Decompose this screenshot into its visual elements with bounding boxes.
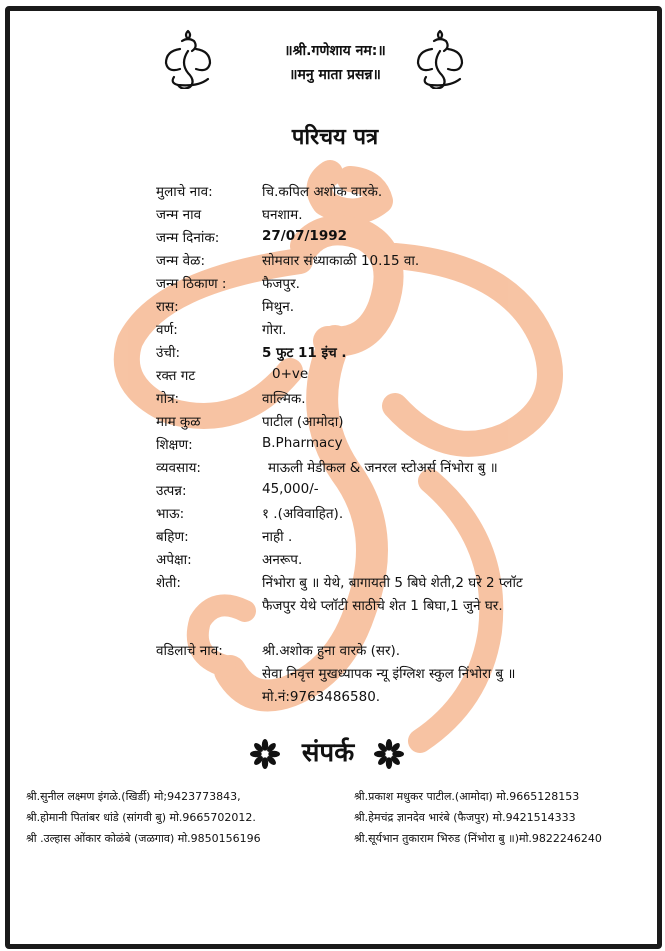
field-label-height: उंची: <box>156 345 181 361</box>
contact-right-3: श्री.सूर्यभान तुकाराम भिरुड (निंभोरा बु ॥)मो.9822246240 <box>354 832 602 845</box>
contact-left-2: श्री.होमानी पितांबर धांडे (सांगवी बु) मो.9665702012. <box>26 811 256 824</box>
field-value-complexion: गोरा. <box>262 322 287 338</box>
field-value-birth-date: 27/07/1992 <box>262 228 348 244</box>
field-value-occupation: माऊली मेडीकल & जनरल स्टोअर्स निंभोरा बु ॥ <box>268 460 498 476</box>
header-line-2: ॥मनु माता प्रसन्न॥ <box>289 67 381 83</box>
field-value-name: चि.कपिल अशोक वारके. <box>262 184 383 200</box>
contact-left-3: श्री .उल्हास ओंकार कोळंबे (जळगाव) मो.9850156196 <box>26 832 261 845</box>
field-label-birth-time: जन्म वेळ: <box>156 253 205 269</box>
contact-title: संपर्क <box>301 738 355 768</box>
father-name: श्री.अशोक हुना वारके (सर). <box>262 643 401 659</box>
field-label-birth-name: जन्म नाव <box>156 207 202 223</box>
field-value-gotra: वाल्मिक. <box>262 391 306 407</box>
field-label-birth-place: जन्म ठिकाण : <box>156 276 227 292</box>
field-label-maternal-clan: माम कुळ <box>156 414 201 430</box>
field-value-brother: १ .(अविवाहित). <box>262 506 344 522</box>
field-label-gotra: गोत्र: <box>156 391 180 407</box>
field-label-expectation: अपेक्षा: <box>156 552 192 568</box>
contact-heading <box>250 731 420 775</box>
field-value-height: 5 फुट 11 इंच . <box>262 345 347 361</box>
field-label-income: उत्पन्न: <box>156 483 187 499</box>
field-value-sister: नाही . <box>262 529 293 545</box>
field-label-occupation: व्यवसाय: <box>156 460 201 476</box>
field-label-birth-date: जन्म दिनांक: <box>156 230 220 246</box>
field-value-expectation: अनरूप. <box>262 552 303 568</box>
field-value-birth-place: फैजपुर. <box>262 276 300 292</box>
field-label-rashi: रास: <box>156 299 179 315</box>
field-value-farm-line2: फैजपुर येथे प्लॉटी साठीचे शेत 1 बिघा,1 जुने घर. <box>262 598 503 614</box>
field-label-name: मुलाचे नाव: <box>156 184 213 200</box>
field-label-farm: शेती: <box>156 575 181 591</box>
header-line-1: ॥श्री.गणेशाय नम:॥ <box>284 43 386 59</box>
field-value-birth-name: घनशाम. <box>262 207 303 223</box>
field-value-rashi: मिथुन. <box>262 299 294 315</box>
page-title: परिचय पत्र <box>291 125 379 150</box>
father-detail: सेवा निवृत्त मुखध्यापक न्यू इंग्लिश स्कुल निंभोरा बु ॥ <box>262 666 516 682</box>
field-value-birth-time: सोमवार संध्याकाळी 10.15 वा. <box>262 253 420 269</box>
father-label: वडिलाचे नाव: <box>156 643 223 659</box>
field-label-education: शिक्षण: <box>156 437 193 453</box>
field-value-farm: निंभोरा बु ॥ येथे, बागायती 5 बिघे शेती,2 घरे 2 प्लॉट <box>262 575 523 591</box>
contact-right-1: श्री.प्रकाश मधुकर पाटील.(आमोदा) मो.9665128153 <box>354 790 580 803</box>
field-label-blood-group: रक्त गट <box>156 368 196 384</box>
page-frame <box>5 6 662 949</box>
father-phone: मो.नं:9763486580. <box>262 689 381 705</box>
field-label-complexion: वर्ण: <box>156 322 178 338</box>
field-value-income: 45,000/- <box>262 481 319 497</box>
flower-icon <box>250 739 280 769</box>
field-value-maternal-clan: पाटील (आमोदा) <box>262 414 344 430</box>
field-value-blood-group: 0+ve <box>272 366 309 382</box>
field-label-sister: बहिण: <box>156 529 189 545</box>
flower-icon <box>374 739 404 769</box>
contact-left-1: श्री.सुनील लक्ष्मण इंगळे.(खिर्डी) मो;9423773843, <box>26 790 241 803</box>
field-label-brother: भाऊ: <box>156 506 185 522</box>
field-value-education: B.Pharmacy <box>262 435 343 451</box>
contact-right-2: श्री.हेमचंद्र ज्ञानदेव भारंबे (फैजपुर) मो.9421514333 <box>354 811 576 824</box>
